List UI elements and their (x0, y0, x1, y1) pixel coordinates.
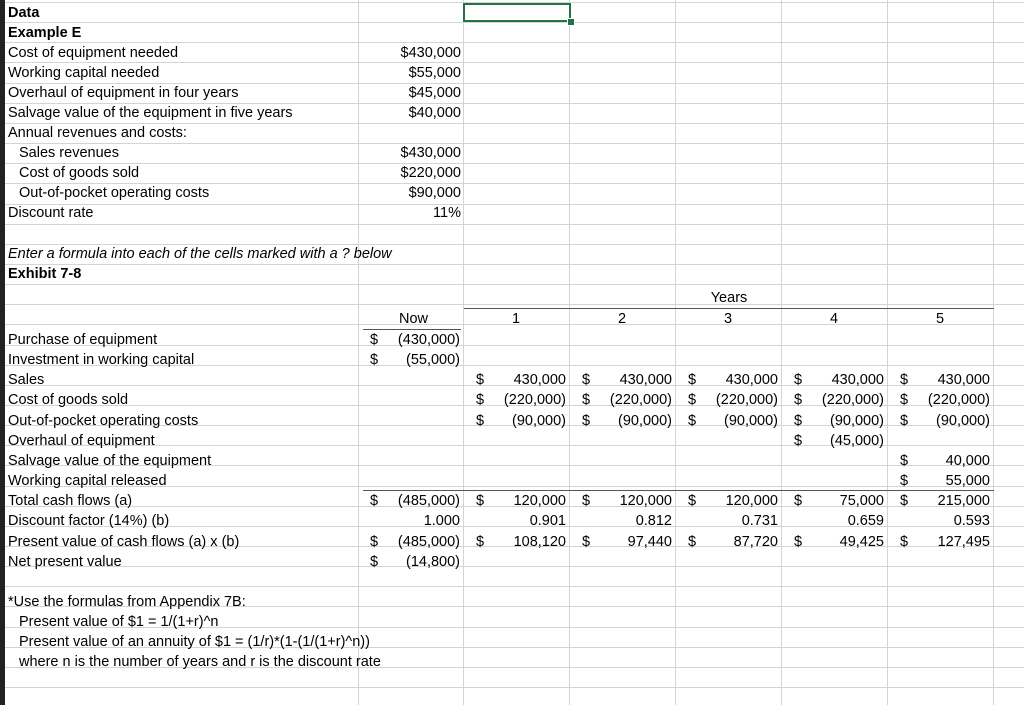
exhibit-cell-value[interactable]: (90,000) (935, 413, 990, 429)
currency-symbol: $ (900, 453, 909, 469)
selected-cell[interactable] (463, 3, 571, 22)
exhibit-row-label[interactable]: Sales (8, 372, 45, 388)
grid-column-line (675, 0, 676, 705)
currency-symbol: $ (582, 493, 591, 509)
currency-symbol: $ (688, 372, 697, 388)
annual-label[interactable]: Cost of goods sold (19, 165, 140, 181)
exhibit-row-label[interactable]: Purchase of equipment (8, 332, 158, 348)
exhibit-cell-value[interactable]: (14,800) (405, 554, 460, 570)
currency-symbol: $ (688, 534, 697, 550)
exhibit-cell-value[interactable]: 120,000 (513, 493, 566, 509)
grid-row-line (0, 22, 1024, 23)
exhibit-cell-value[interactable]: 430,000 (513, 372, 566, 388)
data-value[interactable]: $40,000 (408, 105, 461, 121)
currency-symbol: $ (476, 392, 485, 408)
exhibit-cell-value[interactable]: 108,120 (513, 534, 566, 550)
exhibit-cell-value[interactable]: 215,000 (937, 493, 990, 509)
grid-row-line (0, 566, 1024, 567)
currency-symbol: $ (900, 392, 909, 408)
currency-symbol: $ (794, 493, 803, 509)
grid-column-line (569, 0, 570, 705)
exhibit-cell-value[interactable]: 430,000 (619, 372, 672, 388)
grid-row-line (0, 204, 1024, 205)
total-topline (363, 490, 994, 491)
exhibit-cell-value[interactable]: 1.000 (423, 513, 460, 529)
note-line[interactable]: where n is the number of years and r is the discount rate (19, 654, 381, 670)
exhibit-row-label[interactable]: Overhaul of equipment (8, 433, 155, 449)
exhibit-cell-value[interactable]: 120,000 (619, 493, 672, 509)
exhibit-cell-value[interactable]: 75,000 (839, 493, 884, 509)
data-title: Data (8, 5, 40, 21)
exhibit-row-label[interactable]: Salvage value of the equipment (8, 453, 212, 469)
exhibit-cell-value[interactable]: 430,000 (831, 372, 884, 388)
years-header[interactable]: Years (710, 290, 748, 306)
exhibit-row-label[interactable]: Present value of cash flows (a) x (b) (8, 534, 240, 550)
currency-symbol: $ (582, 392, 591, 408)
data-label[interactable]: Overhaul of equipment in four years (8, 85, 239, 101)
example-title: Example E (8, 25, 82, 41)
currency-symbol: $ (794, 534, 803, 550)
exhibit-title[interactable]: Exhibit 7-8 (8, 266, 82, 282)
exhibit-cell-value[interactable]: 49,425 (839, 534, 884, 550)
currency-symbol: $ (900, 534, 909, 550)
exhibit-cell-value[interactable]: (90,000) (617, 413, 672, 429)
currency-symbol: $ (582, 372, 591, 388)
data-value[interactable]: $55,000 (408, 65, 461, 81)
exhibit-cell-value[interactable]: (430,000) (397, 332, 460, 348)
exhibit-cell-value[interactable]: (90,000) (829, 413, 884, 429)
currency-symbol: $ (476, 534, 485, 550)
currency-symbol: $ (582, 534, 591, 550)
exhibit-row-label[interactable]: Net present value (8, 554, 122, 570)
currency-symbol: $ (370, 352, 379, 368)
note-line[interactable]: Present value of $1 = 1/(1+r)^n (19, 614, 219, 630)
currency-symbol: $ (582, 413, 591, 429)
exhibit-cell-value[interactable]: (485,000) (397, 493, 460, 509)
currency-symbol: $ (688, 413, 697, 429)
currency-symbol: $ (476, 372, 485, 388)
exhibit-cell-value[interactable]: (90,000) (723, 413, 778, 429)
grid-row-line (0, 143, 1024, 144)
grid-column-line (887, 0, 888, 705)
discount-label[interactable]: Discount rate (8, 205, 94, 221)
col-header-year[interactable]: 1 (511, 311, 521, 327)
grid-row-line (0, 687, 1024, 688)
col-header-year[interactable]: 4 (829, 311, 839, 327)
exhibit-row-label[interactable]: Cost of goods sold (8, 392, 129, 408)
currency-symbol: $ (794, 372, 803, 388)
data-label[interactable]: Salvage value of the equipment in five years (8, 105, 293, 121)
exhibit-cell-value[interactable]: (90,000) (511, 413, 566, 429)
currency-symbol: $ (370, 332, 379, 348)
currency-symbol: $ (900, 372, 909, 388)
annual-label[interactable]: Sales revenues (19, 145, 119, 161)
note-line[interactable]: Present value of an annuity of $1 = (1/r)*(1-(1/(1+r)^n)) (19, 634, 370, 650)
note-line[interactable]: *Use the formulas from Appendix 7B: (8, 594, 246, 610)
grid-row-line (0, 586, 1024, 587)
exhibit-row-label[interactable]: Discount factor (14%) (b) (8, 513, 170, 529)
annual-label[interactable]: Out-of-pocket operating costs (19, 185, 210, 201)
grid-column-line (781, 0, 782, 705)
exhibit-cell-value[interactable]: 40,000 (945, 453, 990, 469)
annual-value[interactable]: $220,000 (400, 165, 461, 181)
exhibit-cell-value[interactable]: (220,000) (821, 392, 884, 408)
data-label[interactable]: Working capital needed (8, 65, 160, 81)
exhibit-cell-value[interactable]: (220,000) (503, 392, 566, 408)
exhibit-cell-value[interactable]: 430,000 (937, 372, 990, 388)
exhibit-cell-value[interactable]: 0.901 (529, 513, 566, 529)
annual-header[interactable]: Annual revenues and costs: (8, 125, 187, 141)
col-header-year[interactable]: 3 (723, 311, 733, 327)
discount-value[interactable]: 11% (433, 205, 461, 221)
exhibit-cell-value[interactable]: 120,000 (725, 493, 778, 509)
instruction-text[interactable]: Enter a formula into each of the cells marked with a ? below (8, 246, 392, 262)
grid-row-line (0, 284, 1024, 285)
grid-row-line (0, 163, 1024, 164)
currency-symbol: $ (794, 413, 803, 429)
currency-symbol: $ (794, 433, 803, 449)
currency-symbol: $ (794, 392, 803, 408)
col-header-year[interactable]: 5 (935, 311, 945, 327)
currency-symbol: $ (476, 493, 485, 509)
exhibit-cell-value[interactable]: 97,440 (627, 534, 672, 550)
grid-column-line (463, 0, 464, 705)
grid-column-line (358, 0, 359, 705)
exhibit-row-label[interactable]: Out-of-pocket operating costs (8, 413, 199, 429)
exhibit-cell-value[interactable]: 87,720 (733, 534, 778, 550)
currency-symbol: $ (688, 392, 697, 408)
currency-symbol: $ (370, 493, 379, 509)
annual-value[interactable]: $430,000 (400, 145, 461, 161)
currency-symbol: $ (688, 493, 697, 509)
exhibit-cell-value[interactable]: 127,495 (937, 534, 990, 550)
grid-column-line (993, 0, 994, 705)
grid-row-line (0, 224, 1024, 225)
grid-row-line (0, 264, 1024, 265)
exhibit-cell-value[interactable]: 0.593 (953, 513, 990, 529)
exhibit-cell-value[interactable]: 0.731 (741, 513, 778, 529)
col-header-now[interactable]: Now (398, 311, 428, 327)
exhibit-row-label[interactable]: Working capital released (8, 473, 167, 489)
exhibit-cell-value[interactable]: (220,000) (927, 392, 990, 408)
currency-symbol: $ (900, 473, 909, 489)
exhibit-cell-value[interactable]: (45,000) (829, 433, 884, 449)
exhibit-cell-value[interactable]: 430,000 (725, 372, 778, 388)
data-label[interactable]: Cost of equipment needed (8, 45, 179, 61)
fill-handle[interactable] (567, 18, 575, 26)
currency-symbol: $ (476, 413, 485, 429)
currency-symbol: $ (900, 413, 909, 429)
data-value[interactable]: $45,000 (408, 85, 461, 101)
exhibit-cell-value[interactable]: (220,000) (609, 392, 672, 408)
exhibit-cell-value[interactable]: 55,000 (945, 473, 990, 489)
currency-symbol: $ (370, 534, 379, 550)
exhibit-cell-value[interactable]: 0.659 (847, 513, 884, 529)
annual-value[interactable]: $90,000 (408, 185, 461, 201)
exhibit-row-label[interactable]: Investment in working capital (8, 352, 195, 368)
col-header-year[interactable]: 2 (617, 311, 627, 327)
exhibit-row-label[interactable]: Total cash flows (a) (8, 493, 133, 509)
currency-symbol: $ (370, 554, 379, 570)
exhibit-cell-value[interactable]: (220,000) (715, 392, 778, 408)
exhibit-cell-value[interactable]: (485,000) (397, 534, 460, 550)
currency-symbol: $ (900, 493, 909, 509)
data-value[interactable]: $430,000 (400, 45, 461, 61)
exhibit-cell-value[interactable]: 0.812 (635, 513, 672, 529)
row-header-edge (0, 0, 5, 705)
exhibit-cell-value[interactable]: (55,000) (405, 352, 460, 368)
